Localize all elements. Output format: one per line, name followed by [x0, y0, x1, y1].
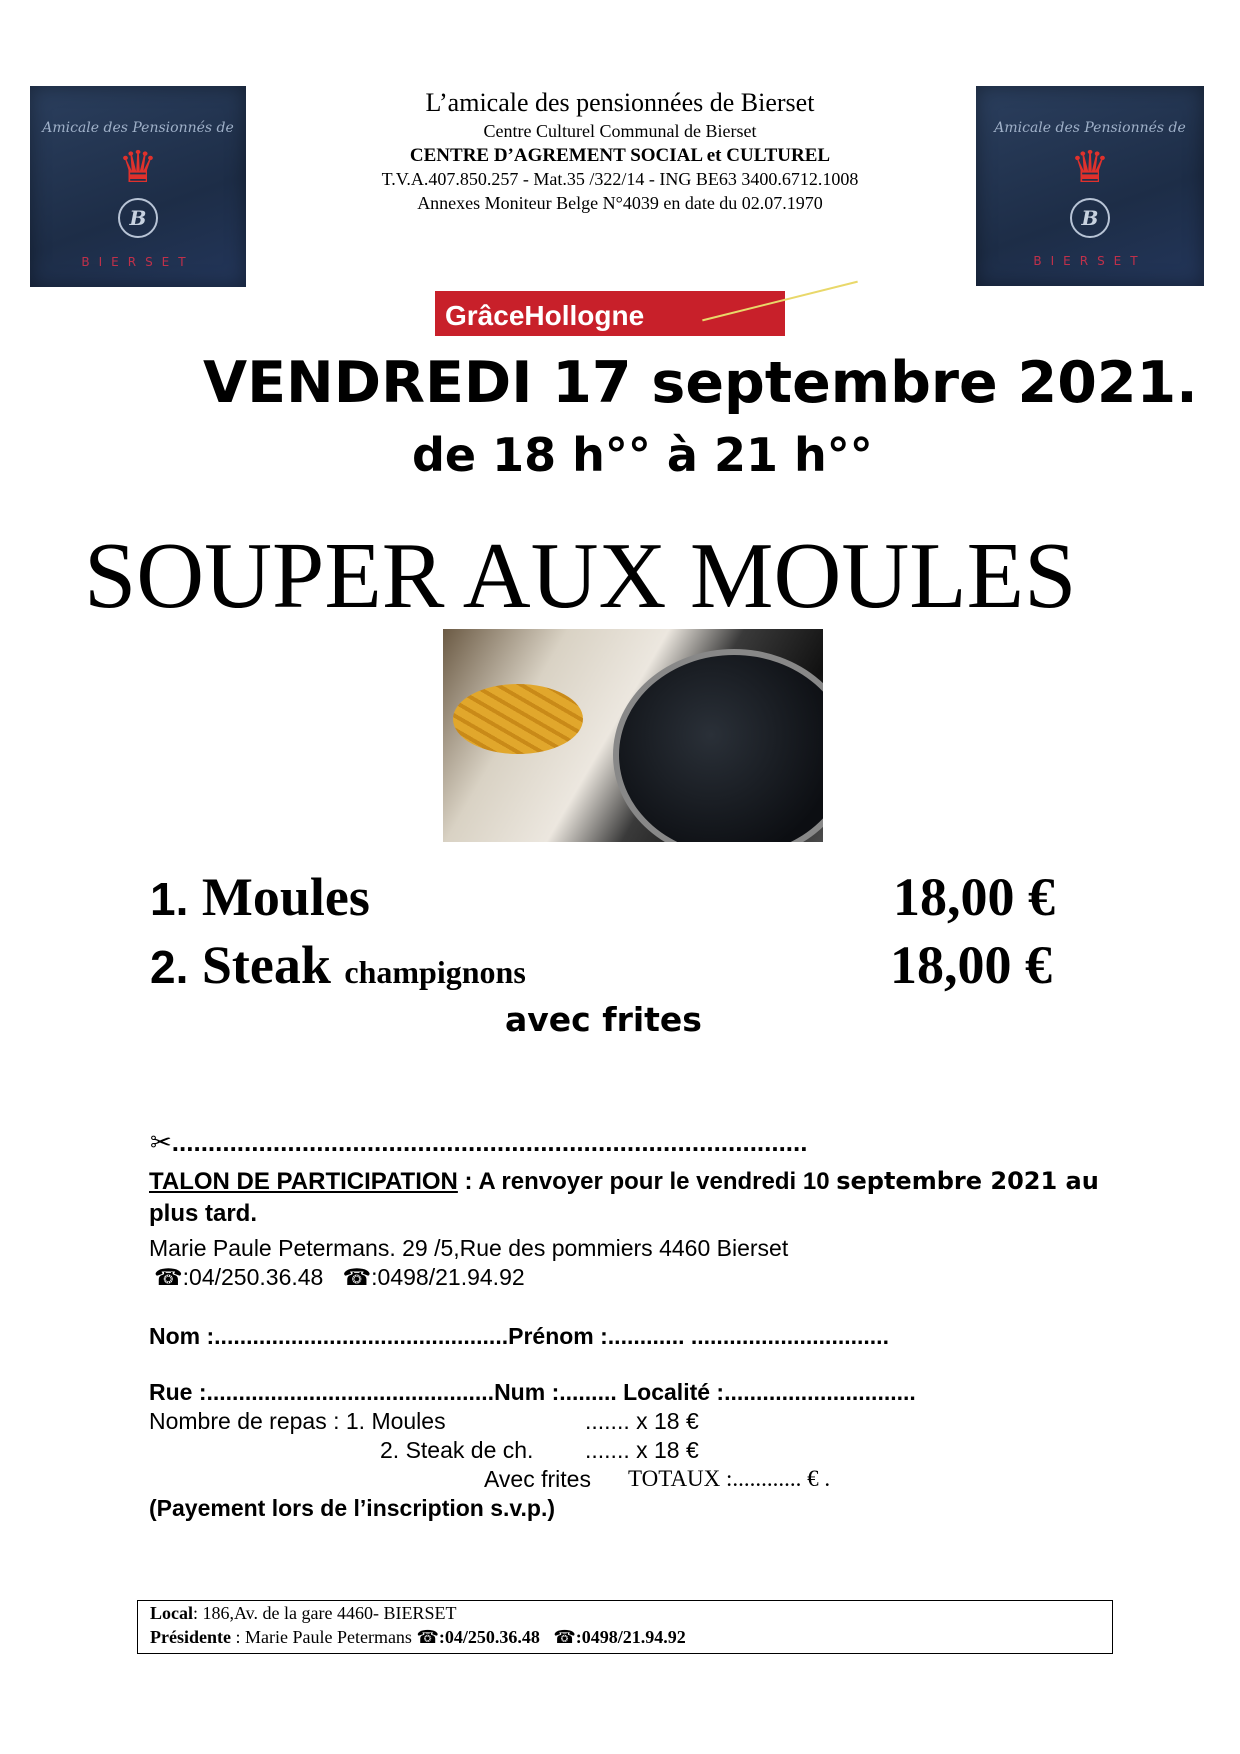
- footer-local: [150, 1603, 456, 1624]
- footer-presidente: [150, 1627, 686, 1648]
- local-text: : 186,Av. de la gare 4460- BIERSET: [193, 1603, 457, 1623]
- logo-text: Amicale des Pensionnés de: [994, 120, 1186, 136]
- presidente-label: Présidente: [150, 1627, 231, 1647]
- org-line2: CENTRE D’AGREMENT SOCIAL et CULTUREL: [409, 145, 831, 166]
- localite-field[interactable]: Localité :..............................: [623, 1379, 916, 1405]
- qty-moules-field[interactable]: ....... x 18 €: [585, 1408, 699, 1434]
- menu-item-1-price: 18,00 €: [893, 867, 1055, 927]
- avec-frites-label: Avec frites: [484, 1466, 591, 1492]
- talon-heading: [149, 1167, 1099, 1196]
- org-line1: Centre Culturel Communal de Bierset: [483, 121, 757, 141]
- org-line3: T.V.A.407.850.257 - Mat.35 /322/14 - ING BE63 3400.6712.1008: [381, 169, 859, 189]
- payement-note: (Payement lors de l’inscription s.v.p.): [149, 1495, 556, 1521]
- totaux-field[interactable]: TOTAUX :............ € .: [628, 1466, 831, 1491]
- event-date: VENDREDI 17 septembre 2021.: [203, 350, 1198, 416]
- phone-icon: ☎: [154, 1264, 183, 1290]
- phone-icon: ☎: [416, 1627, 439, 1647]
- event-time: de 18 h°° à 21 h°°: [412, 428, 873, 482]
- phone-2: :0498/21.94.92: [371, 1264, 525, 1290]
- menu-item-num: 2.: [150, 941, 189, 993]
- phone-icon: ☎: [342, 1264, 372, 1290]
- num-field[interactable]: Num :.........: [494, 1379, 617, 1405]
- crown-icon: ♛: [1070, 143, 1110, 192]
- prenom-field[interactable]: Prénom :............ ...............................: [508, 1323, 889, 1349]
- talon-text: : A renvoyer pour le vendredi 10: [457, 1168, 837, 1195]
- footer-phone-2: :0498/21.94.92: [575, 1627, 686, 1647]
- event-title: SOUPER AUX MOULES: [84, 524, 1077, 628]
- contact-address: Marie Paule Petermans. 29 /5,Rue des pommiers 4460 Bierset: [149, 1235, 789, 1261]
- sponsor-logo-text: GrâceHollogne: [445, 300, 645, 331]
- item-steak-label: 2. Steak de ch.: [380, 1437, 534, 1463]
- footer-phone-1: :04/250.36.48: [438, 1627, 540, 1647]
- menu-note: avec frites: [505, 1000, 702, 1039]
- menu-item-num: 1.: [150, 873, 189, 925]
- nom-prenom-field[interactable]: [149, 1323, 889, 1350]
- contact-phones: [154, 1264, 525, 1291]
- logo-city: BIERSET: [1033, 254, 1147, 268]
- logo-initial: B: [1070, 198, 1110, 238]
- presidente-name: : Marie Paule Petermans: [230, 1627, 417, 1647]
- scissors-icon: ✂: [150, 1127, 172, 1157]
- phone-1: :04/250.36.48: [182, 1264, 324, 1290]
- talon-date: septembre 2021 au: [836, 1167, 1099, 1195]
- cut-line: [150, 1127, 807, 1158]
- talon-label: TALON DE PARTICIPATION: [149, 1168, 458, 1195]
- org-title: L’amicale des pensionnées de Bierset: [425, 88, 815, 117]
- local-label: Local: [150, 1603, 193, 1623]
- talon-end: plus tard.: [149, 1200, 258, 1227]
- nom-field[interactable]: Nom :..............................................: [149, 1323, 509, 1349]
- menu-item-2-price: 18,00 €: [890, 935, 1052, 995]
- menu-item-2: [150, 934, 526, 996]
- org-line4: Annexes Moniteur Belge N°4039 en date du 02.07.1970: [417, 193, 823, 213]
- menu-item-extra: champignons: [344, 954, 526, 990]
- footer-box: [137, 1600, 1113, 1654]
- crown-icon: ♛: [118, 143, 158, 192]
- logo-initial: B: [118, 198, 158, 238]
- address-field[interactable]: [149, 1379, 916, 1406]
- mussels-pot: [613, 649, 823, 842]
- phone-icon: ☎: [553, 1627, 576, 1647]
- logo-city: BIERSET: [81, 255, 195, 269]
- dotted-line: ........................................................................................: [171, 1127, 808, 1157]
- menu-item-1: [150, 866, 370, 928]
- menu-item-name: Steak: [201, 935, 331, 995]
- mussels-photo: [443, 629, 823, 842]
- nombre-repas-label: Nombre de repas : 1. Moules: [149, 1408, 446, 1434]
- logo-text: Amicale des Pensionnés de: [42, 120, 234, 136]
- fries: [453, 684, 583, 754]
- rue-field[interactable]: Rue :.............................................: [149, 1379, 495, 1405]
- menu-item-name: Moules: [201, 867, 370, 927]
- qty-steak-field[interactable]: ....... x 18 €: [585, 1437, 699, 1463]
